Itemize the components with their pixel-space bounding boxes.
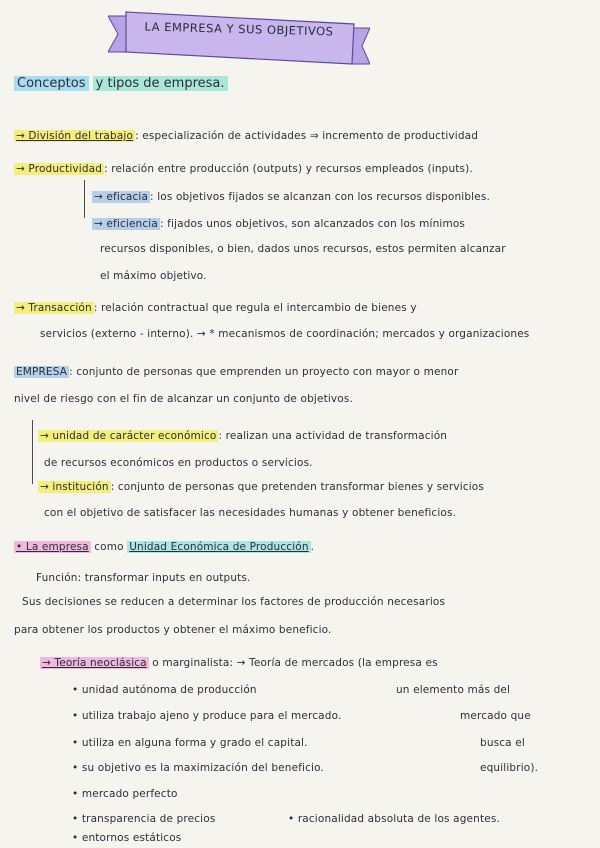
term-eficacia: → eficacia — [94, 191, 149, 203]
line-institucion-2: con el objetivo de satisfacer las necesidades humanas y obtener beneficios. — [44, 507, 457, 519]
bullet-capital: • utiliza en alguna forma y grado el capital. — [72, 737, 308, 749]
text-unidad-economica: : realizan una actividad de transformación — [218, 430, 448, 442]
bullet-entornos: • entornos estáticos — [72, 832, 182, 844]
bullet-mercado-perfecto: • mercado perfecto — [72, 788, 178, 800]
line-institucion — [38, 481, 484, 493]
text-eficiencia: : fijados unos objetivos, son alcanzados con los mínimos — [159, 218, 466, 230]
line-funcion: Función: transformar inputs en outputs. — [36, 572, 251, 584]
line-eficacia — [92, 191, 490, 203]
term-teoria-neoclasica: → Teoría neoclásica — [42, 657, 147, 669]
line-unidad-economica — [38, 430, 447, 442]
line-eficiencia-2: recursos disponibles, o bien, dados unos recursos, estos permiten alcanzar — [100, 243, 506, 255]
term-productividad: → Productividad — [16, 163, 103, 175]
line-division-trabajo — [14, 130, 478, 142]
term-division-trabajo: → División del trabajo — [16, 130, 134, 142]
line-productividad — [14, 163, 473, 175]
note-elemento-mas: un elemento más del — [396, 684, 511, 696]
line-decisiones-2: para obtener los productos y obtener el máximo beneficio. — [14, 624, 332, 636]
term-eficiencia: → eficiencia — [94, 218, 158, 230]
bracket-empresa — [32, 420, 33, 484]
note-equilibrio: equilibrio). — [480, 762, 539, 774]
text-teoria-neoclasica: o marginalista: → Teoría de mercados (la empresa es — [148, 657, 438, 669]
term-unidad-economica-produccion: Unidad Económica de Producción — [129, 541, 309, 553]
bullet-racionalidad: • racionalidad absoluta de los agentes. — [288, 813, 500, 825]
line-empresa-uep — [14, 541, 314, 553]
term-la-empresa: • La empresa — [16, 541, 89, 553]
text-productividad: : relación entre producción (outputs) y recursos empleados (inputs). — [104, 163, 473, 175]
bracket-productividad — [84, 180, 85, 218]
text-eficacia: : los objetivos fijados se alcanzan con los recursos disponibles. — [150, 191, 490, 203]
line-eficiencia — [92, 218, 465, 230]
line-decisiones: Sus decisiones se reducen a determinar los factores de producción necesarios — [22, 596, 446, 608]
bullet-unidad-autonoma: • unidad autónoma de producción — [72, 684, 257, 696]
section-heading-part1: Conceptos — [14, 76, 89, 91]
term-transaccion: → Transacción — [16, 302, 92, 314]
section-heading-part2: y tipos de empresa. — [93, 76, 228, 91]
term-institucion: → institución — [40, 481, 109, 493]
note-mercado-que: mercado que — [460, 710, 531, 722]
line-transaccion-2: servicios (externo - interno). → * mecanismos de coordinación; mercados y organizaciones — [40, 328, 530, 340]
text-division-trabajo: : especialización de actividades ⇒ incremento de productividad — [135, 130, 479, 142]
line-teoria-neoclasica — [40, 657, 438, 669]
bullet-trabajo-ajeno: • utiliza trabajo ajeno y produce para el mercado. — [72, 710, 342, 722]
title-banner — [108, 8, 370, 52]
section-heading — [14, 76, 228, 91]
line-transaccion — [14, 302, 417, 314]
text-transaccion: : relación contractual que regula el intercambio de bienes y — [93, 302, 417, 314]
term-empresa: EMPRESA — [16, 366, 68, 378]
note-busca-el: busca el — [480, 737, 525, 749]
text-empresa: : conjunto de personas que emprenden un proyecto con mayor o menor — [69, 366, 459, 378]
page-title: LA EMPRESA Y SUS OBJETIVOS — [144, 19, 334, 39]
bullet-objetivo: • su objetivo es la maximización del beneficio. — [72, 762, 324, 774]
line-unidad-economica-2: de recursos económicos en productos o servicios. — [44, 457, 313, 469]
text-period: . — [310, 541, 315, 553]
term-unidad-economica: → unidad de carácter económico — [40, 430, 217, 442]
bullet-transparencia: • transparencia de precios — [72, 813, 216, 825]
line-empresa-2: nivel de riesgo con el fin de alcanzar un conjunto de objetivos. — [14, 393, 353, 405]
text-como: como — [90, 541, 128, 553]
text-institucion: : conjunto de personas que pretenden transformar bienes y servicios — [110, 481, 485, 493]
line-empresa — [14, 366, 458, 378]
line-eficiencia-3: el máximo objetivo. — [100, 270, 207, 282]
